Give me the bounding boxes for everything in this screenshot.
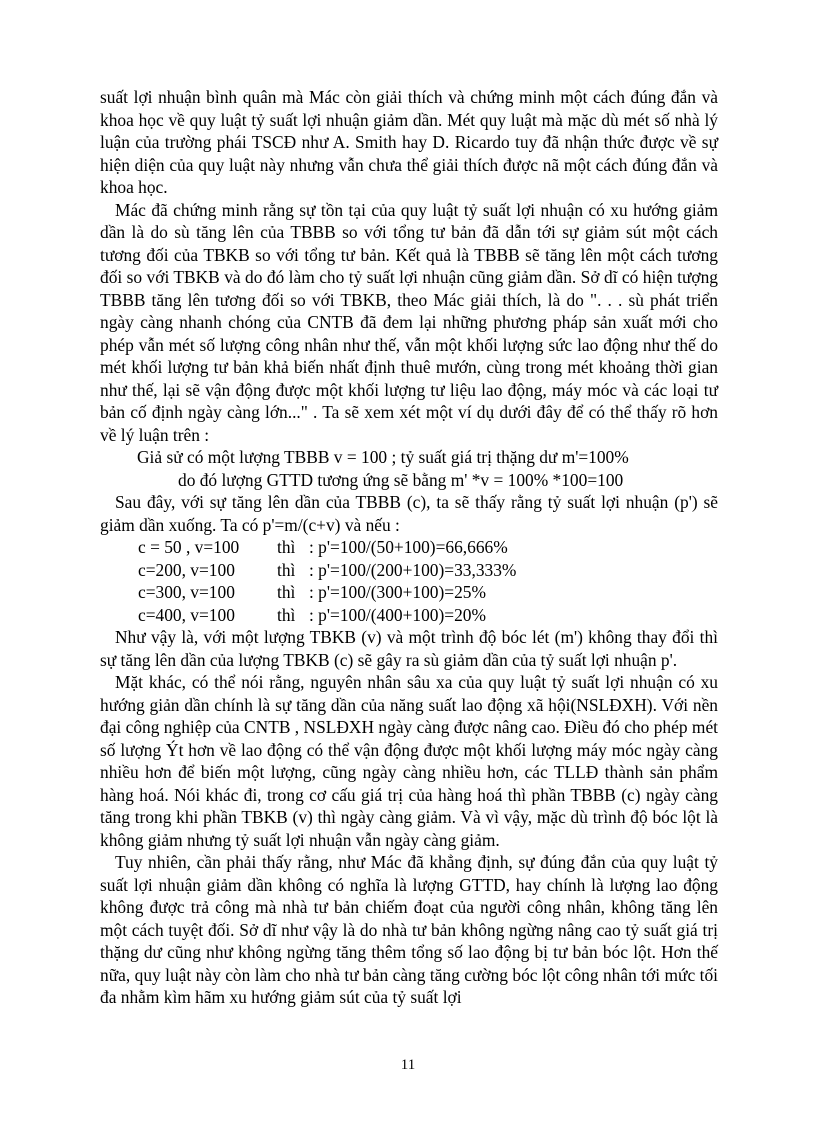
formula-keyword: thì — [277, 604, 296, 625]
formula-row-2 — [100, 559, 718, 582]
paragraph-continuation: suất lợi nhuận bình quân mà Mác còn giải thích và chứng minh một cách đúng đắn và khoa học về quy luật tỷ suất lợi nhuận giảm dần. Mét quy luật mà mặc dù mét số nhà lý luận của trường phái TSCĐ như A. Smith hay D. Ricardo tuy đã nhận thức được về sự hiện diện của quy luật này nhưng vẫn chưa thể giải thích được nã một cách đúng đắn và khoa học. — [100, 87, 718, 197]
page-number: 11 — [400, 1057, 416, 1073]
paragraph-marx-proof: Mác đã chứng minh rằng sự tồn tại của quy luật tỷ suất lợi nhuận có xu hướng giảm dần là do sù tăng lên của TBBB so với tổng tư bản đã dẫn tới sự giảm sút một cách tương đối của TBKB so với tổng tư bản. Kết quả là TBBB sẽ tăng lên một cách tương đối so với TBKB và do đó làm cho tỷ suất lợi nhuận cũng giảm dần. Sở dĩ có hiện tượng TBBB tăng lên tương đối so với TBKB, theo Mác giải thích, là do ". . . sù phát triển ngày càng nhanh chóng của CNTB đã đem lại những phương pháp sản xuất mới cho phép vẫn mét số lượng công nhân như thế, vẫn một khối lượng sức lao động như thế do mét khối lượng tư bản khả biến nhất định thuê mướn, cùng trong mét khoảng thời gian như thế, lại sẽ vận động được một khối lượng tư liệu lao động, máy móc và các loại tư bản cố định ngày càng lớn..." . Ta sẽ xem xét một ví dụ dưới đây để có thể thấy rõ hơn về lý luận trên : — [100, 199, 718, 445]
formula-keyword: thì — [277, 559, 296, 580]
formula-row-4 — [100, 604, 718, 627]
formula-row-1 — [100, 536, 718, 559]
formula-condition: c=300, v=100 — [138, 582, 235, 602]
formula-result: : p'=100/(300+100)=25% — [309, 582, 486, 602]
formula-result: : p'=100/(400+100)=20% — [309, 604, 486, 625]
example-gttd-line: do đó lượng GTTD tương ứng sẽ bằng m' *v = 100% *100=100 — [178, 469, 624, 490]
formula-condition: c=200, v=100 — [138, 559, 235, 580]
paragraph-conclusion: Như vậy là, với một lượng TBKB (v) và một trình độ bóc lét (m') không thay đổi thì sự tăng lên dần của lượng TBKB (c) sẽ gây ra sù giảm dần của tỷ suất lợi nhuận p'. — [100, 627, 718, 670]
example-assumption-line: Giả sử có một lượng TBBB v = 100 ; tỷ suất giá trị thặng dư m'=100% — [137, 447, 629, 467]
formula-keyword: thì — [277, 582, 296, 602]
formula-result: : p'=100/(200+100)=33,333% — [309, 559, 517, 580]
formula-condition: c=400, v=100 — [138, 604, 235, 625]
paragraph-root-cause: Mặt khác, có thể nói rằng, nguyên nhân sâu xa của quy luật tỷ suất lợi nhuận có xu hướng giản dần chính là sự tăng dần của năng suất lao động xã hội(NSLĐXH). Với nền đại công nghiệp của CNTB , NSLĐXH ngày càng được nâng cao. Điều đó cho phép mét số lượng Ýt hơn về lao động có thể vận động được một khối lượng máy móc ngày càng nhiều hơn để biến một lượng, cũng ngày càng nhiều hơn, các TLLĐ thành sản phẩm hàng hoá. Nói khác đi, trong cơ cấu giá trị của hàng hoá thì phần TBBB (c) ngày càng tăng trong khi phần TBKB (v) thì ngày càng giảm. Và vì vậy, mặc dù trình độ bóc lột là không giảm nhưng tỷ suất lợi nhuận vẫn ngày càng giảm. — [100, 672, 718, 850]
text-block — [100, 86, 718, 1009]
formula-keyword: thì — [277, 537, 296, 557]
formula-result: : p'=100/(50+100)=66,666% — [309, 537, 508, 557]
formula-condition: c = 50 , v=100 — [138, 537, 240, 557]
paragraph-however: Tuy nhiên, cần phải thấy rằng, như Mác đã khẳng định, sự đúng đắn của quy luật tỷ suất lợi nhuận giảm dần không có nghĩa là lượng GTTD, hay chính là lượng lao động không được trả công mà nhà tư bản chiếm đoạt của người công nhân, không tăng lên một cách tuyệt đối. Sở dĩ như vậy là do nhà tư bản không ngừng nâng cao tỷ suất giá trị thặng dư cũng như không ngừng tăng thêm tổng số lao động bị tư bản bóc lột. Hơn thế nữa, quy luật này còn làm cho nhà tư bản càng tăng cường bóc lột công nhân tới mức tối đa nhằm kìm hãm xu hướng giảm sút của tỷ suất lợi — [100, 852, 718, 1007]
formula-row-3 — [100, 581, 718, 604]
paragraph-example-intro: Sau đây, với sự tăng lên dần của TBBB (c), ta sẽ thấy rằng tỷ suất lợi nhuận (p') sẽ giảm dần xuống. Ta có p'=m/(c+v) và nếu : — [100, 492, 718, 535]
